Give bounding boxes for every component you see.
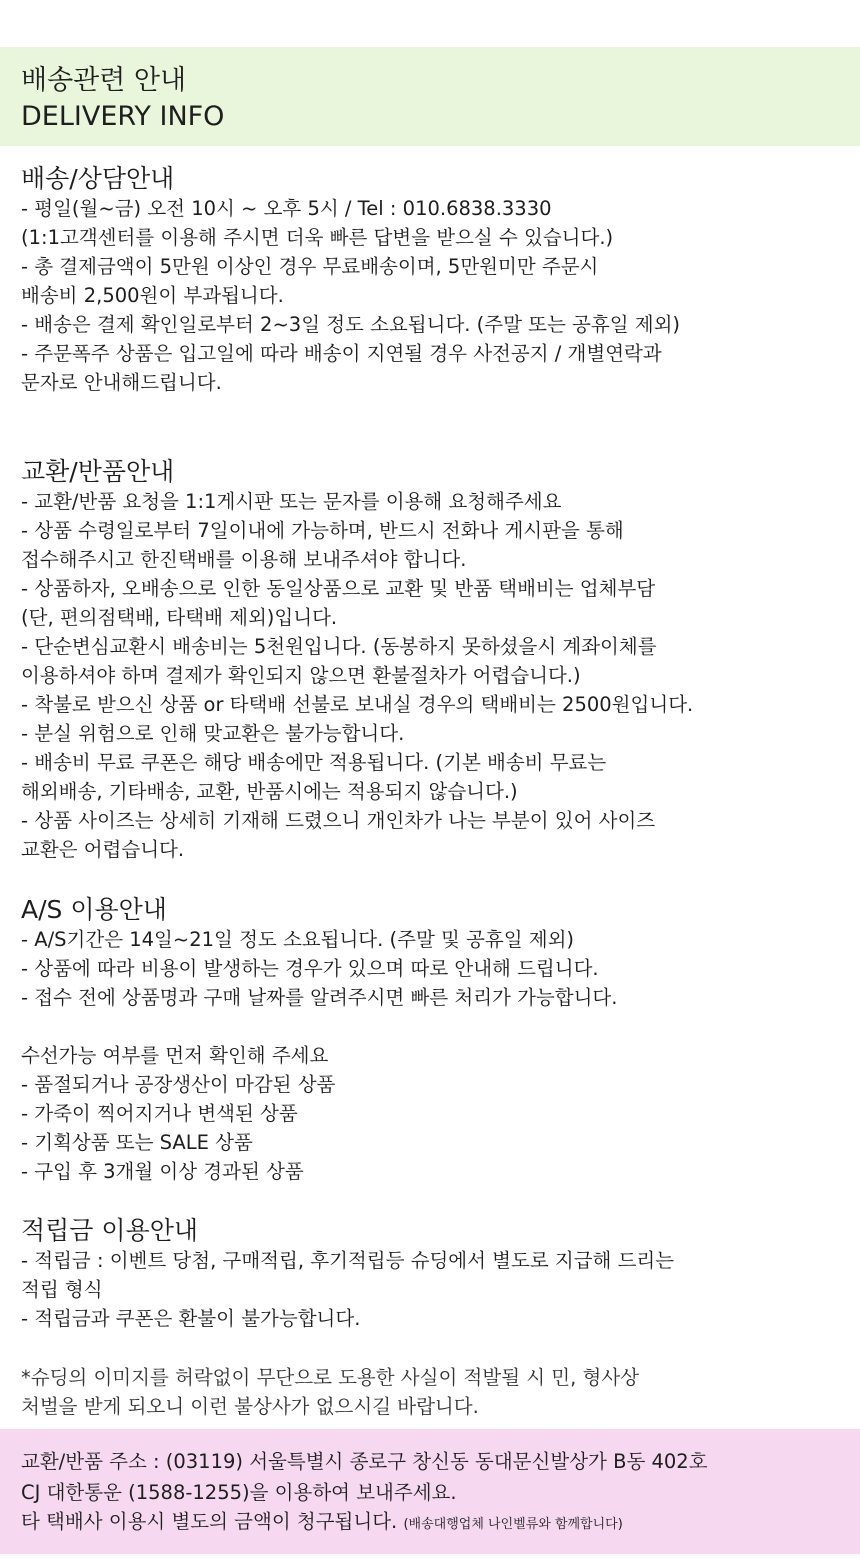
- notice-line: *슈딩의 이미지를 허락없이 무단으로 도용한 사실이 적발될 시 민, 형사상: [21, 1366, 640, 1389]
- exchange-line: 교환은 어렵습니다.: [21, 838, 185, 861]
- exchange-line: - 배송비 무료 쿠폰은 해당 배송에만 적용됩니다. (기본 배송비 무료는: [21, 751, 607, 774]
- exchange-line: - 분실 위험으로 인해 맞교환은 불가능합니다.: [21, 722, 405, 745]
- delivery-line: - 총 결제금액이 5만원 이상인 경우 무료배송이며, 5만원미만 주문시: [21, 255, 599, 278]
- points-line: 적립 형식: [21, 1278, 103, 1301]
- extra-fee-info: [21, 1507, 623, 1539]
- header-banner: [0, 47, 860, 146]
- as-line: - A/S기간은 14일~21일 정도 소요됩니다. (주말 및 공휴일 제외): [21, 928, 575, 951]
- repair-line: - 구입 후 3개월 이상 경과된 상품: [21, 1160, 304, 1183]
- delivery-line: (1:1고객센터를 이용해 주시면 더욱 빠른 답변을 받으실 수 있습니다.): [21, 226, 614, 249]
- exchange-line: - 상품 수령일로부터 7일이내에 가능하며, 반드시 전화나 게시판을 통해: [21, 519, 624, 542]
- courier-info: CJ 대한통운 (1588-1255)을 이용하여 보내주세요.: [21, 1481, 457, 1504]
- header-title-ko: 배송관련 안내: [21, 65, 187, 96]
- delivery-line: - 주문폭주 상품은 입고일에 따라 배송이 지연될 경우 사전공지 / 개별연락과: [21, 342, 662, 365]
- return-address: 교환/반품 주소 : (03119) 서울특별시 종로구 창신동 동대문신발상가 B동 402호: [21, 1450, 708, 1473]
- delivery-section-title: 배송/상담안내: [21, 164, 175, 193]
- delivery-line: - 배송은 결제 확인일로부터 2~3일 정도 소요됩니다. (주말 또는 공휴일 제외): [21, 313, 681, 336]
- copyright-notice: [21, 1363, 851, 1421]
- points-section: [21, 1216, 851, 1333]
- as-line: - 상품에 따라 비용이 발생하는 경우가 있으며 따로 안내해 드립니다.: [21, 957, 599, 980]
- exchange-line: - 교환/반품 요청을 1:1게시판 또는 문자를 이용해 요청해주세요: [21, 490, 562, 513]
- extra-fee-text: 타 택배사 이용시 별도의 금액이 청구됩니다.: [21, 1510, 398, 1533]
- return-address-banner: [0, 1429, 860, 1554]
- repair-line: - 품절되거나 공장생산이 마감된 상품: [21, 1073, 336, 1096]
- delivery-line: 문자로 안내해드립니다.: [21, 371, 222, 394]
- repair-heading: 수선가능 여부를 먼저 확인해 주세요: [21, 1044, 329, 1067]
- exchange-line: - 단순변심교환시 배송비는 5천원입니다. (동봉하지 못하셨을시 계좌이체를: [21, 635, 657, 658]
- exchange-line: 해외배송, 기타배송, 교환, 반품시에는 적용되지 않습니다.): [21, 780, 518, 803]
- extra-fee-note: (배송대행업체 나인벨류와 함께합니다): [403, 1517, 623, 1532]
- exchange-line: - 상품 사이즈는 상세히 기재해 드렸으니 개인차가 나는 부분이 있어 사이즈: [21, 809, 656, 832]
- exchange-section-title: 교환/반품안내: [21, 457, 175, 486]
- exchange-line: - 상품하자, 오배송으로 인한 동일상품으로 교환 및 반품 택배비는 업체부담: [21, 577, 656, 600]
- exchange-line: (단, 편의점택배, 타택배 제외)입니다.: [21, 606, 338, 629]
- exchange-line: 접수해주시고 한진택배를 이용해 보내주셔야 합니다.: [21, 548, 467, 571]
- delivery-line: - 평일(월~금) 오전 10시 ~ 오후 5시 / Tel : 010.6838.3330: [21, 197, 552, 220]
- repair-line: - 가죽이 찍어지거나 변색된 상품: [21, 1102, 298, 1125]
- exchange-line: - 착불로 받으신 상품 or 타택배 선불로 보내실 경우의 택배비는 2500원입니다.: [21, 693, 694, 716]
- exchange-line: 이용하셔야 하며 결제가 확인되지 않으면 환불절차가 어렵습니다.): [21, 664, 581, 687]
- header-title-en: DELIVERY INFO: [21, 101, 225, 132]
- points-section-title: 적립금 이용안내: [21, 1216, 198, 1245]
- delivery-line: 배송비 2,500원이 부과됩니다.: [21, 284, 284, 307]
- delivery-section: [21, 164, 851, 397]
- repair-line: - 기획상품 또는 SALE 상품: [21, 1131, 253, 1154]
- as-section: [21, 895, 851, 1012]
- exchange-section: [21, 457, 851, 864]
- points-line: - 적립금 : 이벤트 당첨, 구매적립, 후기적립등 슈딩에서 별도로 지급해 드리는: [21, 1249, 675, 1272]
- repair-section: [21, 1041, 851, 1186]
- as-section-title: A/S 이용안내: [21, 895, 167, 924]
- notice-line: 처벌을 받게 되오니 이런 불상사가 없으시길 바랍니다.: [21, 1395, 479, 1418]
- points-line: - 적립금과 쿠폰은 환불이 불가능합니다.: [21, 1307, 361, 1330]
- as-line: - 접수 전에 상품명과 구매 날짜를 알려주시면 빠른 처리가 가능합니다.: [21, 986, 618, 1009]
